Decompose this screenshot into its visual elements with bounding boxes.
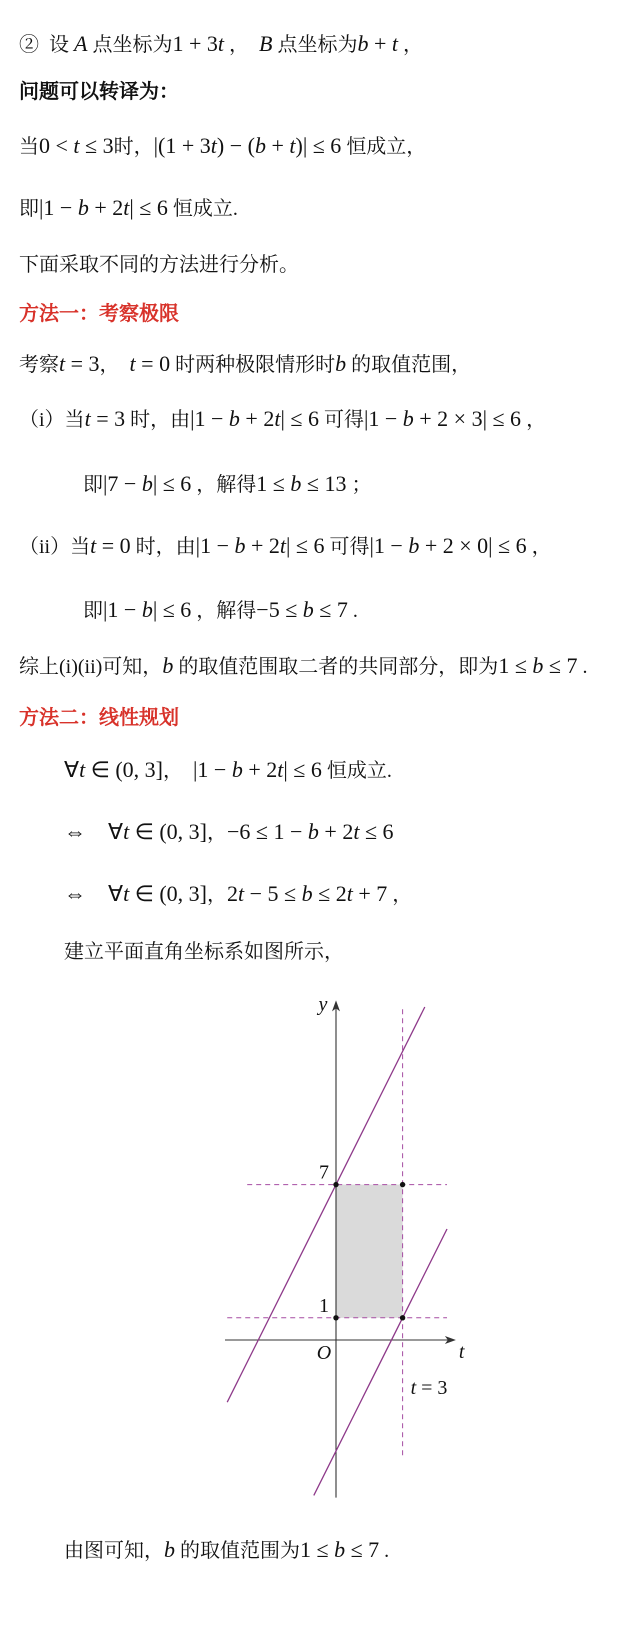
math-variable: b <box>141 597 153 622</box>
text-run: 时两种极限情形时 <box>170 354 336 376</box>
feasible-region <box>336 1185 403 1318</box>
text-run: 恒成立. <box>167 198 238 220</box>
math-expression: |1 − <box>363 406 403 431</box>
math-variable: t <box>129 351 136 376</box>
text-run: 当 <box>19 136 39 158</box>
math-expression: 0 < <box>39 133 74 158</box>
case-i-result <box>83 469 371 499</box>
tick-label-1: 1 <box>319 1294 329 1317</box>
text-run: ， <box>526 536 552 558</box>
math-variable: t <box>277 757 284 782</box>
math-variable: t <box>289 133 296 158</box>
problem-restatement-heading <box>19 77 179 107</box>
math-expression: 1 ≤ <box>498 653 533 678</box>
math-expression: | ≤ 6 <box>129 195 168 220</box>
text-run: 建立平面直角坐标系如图所示， <box>64 941 344 963</box>
math-expression: ∈ (0, 3] <box>85 757 164 782</box>
math-expression: + 2 <box>239 406 275 431</box>
math-expression: ≤ 7 <box>313 597 348 622</box>
math-variable: t <box>210 133 217 158</box>
math-variable: b <box>228 406 240 431</box>
vertex-point <box>400 1315 405 1320</box>
text-run: 方法二：线性规划 <box>19 707 179 729</box>
math-expression: )| ≤ 6 <box>295 133 342 158</box>
math-expression: ∈ (0, 3] <box>129 819 208 844</box>
text-run: 的取值范围取二者的共同部分，即为 <box>173 656 499 678</box>
coordinate-diagram <box>0 990 640 1510</box>
math-variable: b <box>301 881 313 906</box>
vertical-line-label-variable: t <box>410 1377 417 1399</box>
text-run: 问题可以转译为： <box>19 81 179 103</box>
text-run: 时， <box>113 136 154 158</box>
math-variable: t <box>238 881 245 906</box>
math-expression: + 2 <box>318 819 354 844</box>
method-one-heading <box>19 299 179 329</box>
text-run: （ii）当 <box>19 536 91 558</box>
math-variable: t <box>79 757 86 782</box>
math-expression: | ≤ 6 <box>283 757 322 782</box>
math-variable: b <box>408 533 420 558</box>
math-expression: ≤ 7 <box>345 1537 380 1562</box>
math-variable: b <box>77 195 89 220</box>
method-two-condition <box>64 755 392 785</box>
math-expression: |1 − <box>195 533 235 558</box>
math-variable: t <box>123 881 130 906</box>
math-variable: b <box>335 351 347 376</box>
text-run: 的取值范围为 <box>175 1540 300 1562</box>
vertical-line-label <box>411 1377 448 1399</box>
text-run: . <box>347 600 358 622</box>
math-expression: + 2 <box>242 757 278 782</box>
text-run: ， <box>99 354 130 376</box>
math-expression: 1 ≤ <box>300 1537 335 1562</box>
math-variable: t <box>123 195 130 220</box>
math-variable: b <box>402 406 414 431</box>
math-expression: | ≤ 6 <box>152 471 192 496</box>
math-variable: t <box>346 881 353 906</box>
math-expression: |(1 + 3 <box>153 133 211 158</box>
text-run: . <box>577 656 588 678</box>
method-two-equivalence-1 <box>64 817 394 847</box>
text-run: 方法一：考察极限 <box>19 303 179 325</box>
math-expression: − 5 ≤ <box>244 881 302 906</box>
math-expression: | ≤ 6 <box>280 406 319 431</box>
text-run: 可得 <box>318 409 364 431</box>
math-variable: b <box>302 597 314 622</box>
math-variable: B <box>259 31 273 56</box>
math-variable: b <box>334 1537 346 1562</box>
text-run: 即 <box>83 474 103 496</box>
text-run: 时，由 <box>125 409 191 431</box>
case-i <box>19 404 546 434</box>
math-expression: ≤ 13 <box>301 471 347 496</box>
math-variable: b <box>307 819 319 844</box>
math-variable: A <box>74 31 88 56</box>
math-expression: |1 − <box>190 406 229 431</box>
text-run: 的取值范围， <box>346 354 472 376</box>
math-expression: ≤ 7 <box>543 653 578 678</box>
math-expression: −6 ≤ 1 − <box>227 819 308 844</box>
math-variable: b <box>532 653 544 678</box>
case-ii-result <box>83 595 358 625</box>
math-variable: b <box>162 653 174 678</box>
math-expression: = 3 <box>90 406 126 431</box>
math-variable: t <box>84 406 91 431</box>
vertex-point <box>333 1182 338 1187</box>
text-run: ， <box>387 884 413 906</box>
coordinate-system-intro <box>64 937 344 967</box>
text-run: 由图可知， <box>64 1540 164 1562</box>
text-run: ， <box>521 409 547 431</box>
math-expression: | ≤ 6 <box>286 533 325 558</box>
math-expression: |1 − <box>103 597 142 622</box>
math-expression: + 7 <box>352 881 388 906</box>
math-variable: b <box>234 533 246 558</box>
text-run: 即 <box>19 198 39 220</box>
math-variable: b <box>290 471 302 496</box>
math-expression: + <box>368 31 392 56</box>
simplified-condition <box>19 193 238 223</box>
math-expression: ≤ 3 <box>79 133 114 158</box>
text-run: ， <box>398 34 423 56</box>
math-variable: t <box>274 406 281 431</box>
math-expression: ⇔ <box>64 881 86 906</box>
method-one-description <box>19 349 471 379</box>
case-ii <box>19 531 552 561</box>
text-run: ， <box>224 34 259 56</box>
math-expression: 1 ≤ <box>256 471 291 496</box>
text-run: 时，由 <box>130 536 196 558</box>
math-expression: ≤ 6 <box>359 819 394 844</box>
text-run: （i）当 <box>19 409 85 431</box>
math-variable: b <box>164 1537 175 1562</box>
text-run: . <box>379 1540 390 1562</box>
vertex-point <box>333 1315 338 1320</box>
math-expression: ) − ( <box>216 133 255 158</box>
condition-inequality <box>19 131 426 161</box>
math-expression: ≤ 2 <box>312 881 347 906</box>
math-expression: = 0 <box>96 533 131 558</box>
math-expression: + 2 × 3| ≤ 6 <box>413 406 522 431</box>
method-one-conclusion <box>19 651 587 681</box>
math-expression: ∈ (0, 3] <box>129 881 208 906</box>
math-expression: 2 <box>227 881 239 906</box>
math-expression: = 0 <box>135 351 171 376</box>
text-run: ， <box>163 760 194 782</box>
text-run: ② 设 <box>19 34 74 56</box>
math-variable: b <box>357 31 369 56</box>
math-variable: t <box>123 819 130 844</box>
math-expression: |7 − <box>103 471 142 496</box>
math-variable: t <box>59 351 66 376</box>
math-expression: ∀ <box>86 881 124 906</box>
math-expression: 1 + 3 <box>172 31 218 56</box>
method-two-equivalence-2 <box>64 879 412 909</box>
math-variable: t <box>73 133 80 158</box>
math-variable: t <box>90 533 97 558</box>
math-expression: −5 ≤ <box>256 597 303 622</box>
math-expression: |1 − <box>193 757 232 782</box>
math-expression: + 2 × 0| ≤ 6 <box>419 533 527 558</box>
math-expression: |1 − <box>39 195 78 220</box>
text-run: 即 <box>83 600 103 622</box>
t-axis-label: t <box>458 1341 465 1363</box>
text-run: ，解得 <box>191 474 257 496</box>
analysis-intro <box>19 250 299 280</box>
text-run: 点坐标为 <box>272 34 358 56</box>
statement-coordinates <box>19 29 423 59</box>
math-variable: b <box>254 133 266 158</box>
math-expression: ∀ <box>86 819 124 844</box>
math-expression: = 3 <box>65 351 100 376</box>
vertex-point <box>400 1182 405 1187</box>
text-run: 综上(i)(ii)可知， <box>19 656 163 678</box>
math-variable: t <box>353 819 360 844</box>
text-run: 可得 <box>324 536 370 558</box>
math-variable: b <box>141 471 153 496</box>
vertical-line-label-value: = 3 <box>416 1377 448 1399</box>
text-run: 考察 <box>19 354 59 376</box>
math-expression: + <box>265 133 290 158</box>
math-variable: t <box>279 533 287 558</box>
math-variable: t <box>217 31 224 56</box>
text-run: ， <box>207 884 228 906</box>
text-run: ，解得 <box>191 600 257 622</box>
method-two-conclusion <box>64 1535 389 1565</box>
math-expression: |1 − <box>369 533 409 558</box>
math-expression: ∀ <box>64 757 80 782</box>
math-expression: + 2 <box>88 195 124 220</box>
text-run: 恒成立， <box>341 136 427 158</box>
math-variable: t <box>391 31 398 56</box>
math-variable: b <box>231 757 243 782</box>
origin-label: O <box>316 1342 332 1364</box>
method-two-heading <box>19 703 179 733</box>
text-run: 恒成立. <box>321 760 392 782</box>
math-expression: | ≤ 6 <box>152 597 192 622</box>
tick-label-7: 7 <box>319 1161 329 1184</box>
math-expression: ⇔ <box>64 819 86 844</box>
text-run: ， <box>207 822 228 844</box>
text-run: 下面采取不同的方法进行分析。 <box>19 254 299 276</box>
text-run: ； <box>346 474 372 496</box>
math-expression: + 2 <box>245 533 280 558</box>
text-run: 点坐标为 <box>87 34 173 56</box>
y-axis-label: y <box>318 993 328 1016</box>
